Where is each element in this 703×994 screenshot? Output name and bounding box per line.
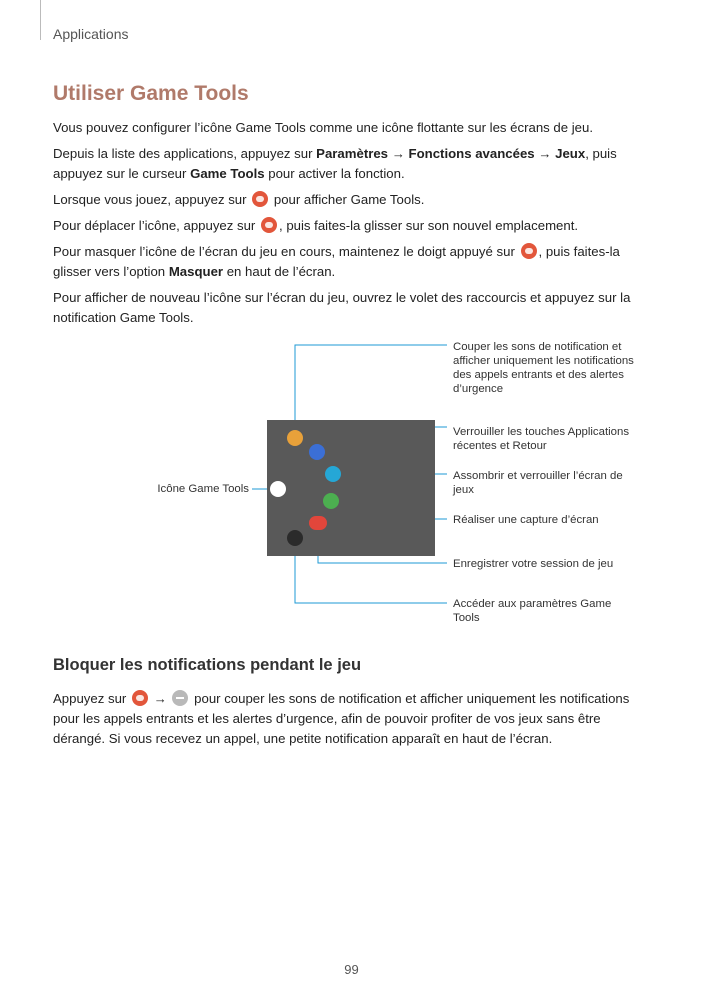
game-tools-icon	[132, 690, 148, 706]
section-header: Applications	[53, 26, 129, 42]
block-notifications-icon	[172, 690, 188, 706]
screen-lock-icon	[325, 466, 341, 482]
label-screen-lock: Assombrir et verrouiller l’écran de jeux	[453, 470, 623, 496]
label-settings: Accéder aux paramètres Game Tools	[453, 598, 612, 624]
game-tools-floating-icon	[270, 481, 286, 497]
subsection-title: Bloquer les notifications pendant le jeu	[53, 656, 362, 674]
game-tools-diagram	[0, 330, 703, 630]
record-icon	[309, 516, 327, 530]
game-tools-icon	[252, 191, 268, 207]
lock-keys-icon	[309, 444, 325, 460]
game-tools-icon	[521, 243, 537, 259]
label-game-tools-icon: Icône Game Tools	[157, 483, 249, 495]
page-title: Utiliser Game Tools	[53, 82, 249, 105]
subsection-text	[53, 689, 653, 755]
label-record: Enregistrer votre session de jeu	[453, 558, 614, 570]
screenshot-icon	[323, 493, 339, 509]
paragraph-3: Lorsque vous jouez, appuyez sur pour afficher Game Tools.	[53, 192, 425, 207]
paragraph-1: Vous pouvez configurer l’icône Game Tools comme une icône flottante sur les écrans de jeu.	[53, 120, 594, 135]
label-screenshot: Réaliser une capture d’écran	[453, 514, 599, 526]
game-tools-icon	[261, 217, 277, 233]
block-notifications-icon	[287, 430, 303, 446]
label-lock-keys: Verrouiller les touches Applications récentes et Retour	[453, 426, 630, 452]
paragraph-5: Pour masquer l’icône de l’écran du jeu en cours, maintenez le doigt appuyé sur , puis faites-la glisser vers l’option Masquer en haut de l’écran.	[53, 244, 620, 279]
header-divider	[40, 0, 41, 40]
page-number: 99	[344, 962, 359, 977]
subsection-paragraph: Appuyez sur → pour couper les sons de notification et afficher uniquement les notifications pour les appels entrants et les alertes d’urgence, afin de pouvoir profiter de vos jeux sans être dérangé. Si vous recevez un appel, une petite notification apparaît en haut de l’écran.	[53, 691, 630, 746]
paragraph-6: Pour afficher de nouveau l’icône sur l’écran du jeu, ouvrez le volet des raccourcis et appuyez sur la notification Game Tools.	[53, 290, 631, 325]
intro-text	[53, 118, 653, 334]
paragraph-4: Pour déplacer l’icône, appuyez sur , puis faites-la glisser sur son nouvel emplacement.	[53, 218, 579, 233]
label-block-notifications: Couper les sons de notification et afficher uniquement les notifications des appels entrants et des alertes d’urgence	[453, 341, 634, 395]
settings-gear-icon	[287, 530, 303, 546]
paragraph-2: Depuis la liste des applications, appuyez sur Paramètres → Fonctions avancées → Jeux, puis appuyez sur le curseur Game Tools pour activer la fonction.	[53, 146, 617, 181]
